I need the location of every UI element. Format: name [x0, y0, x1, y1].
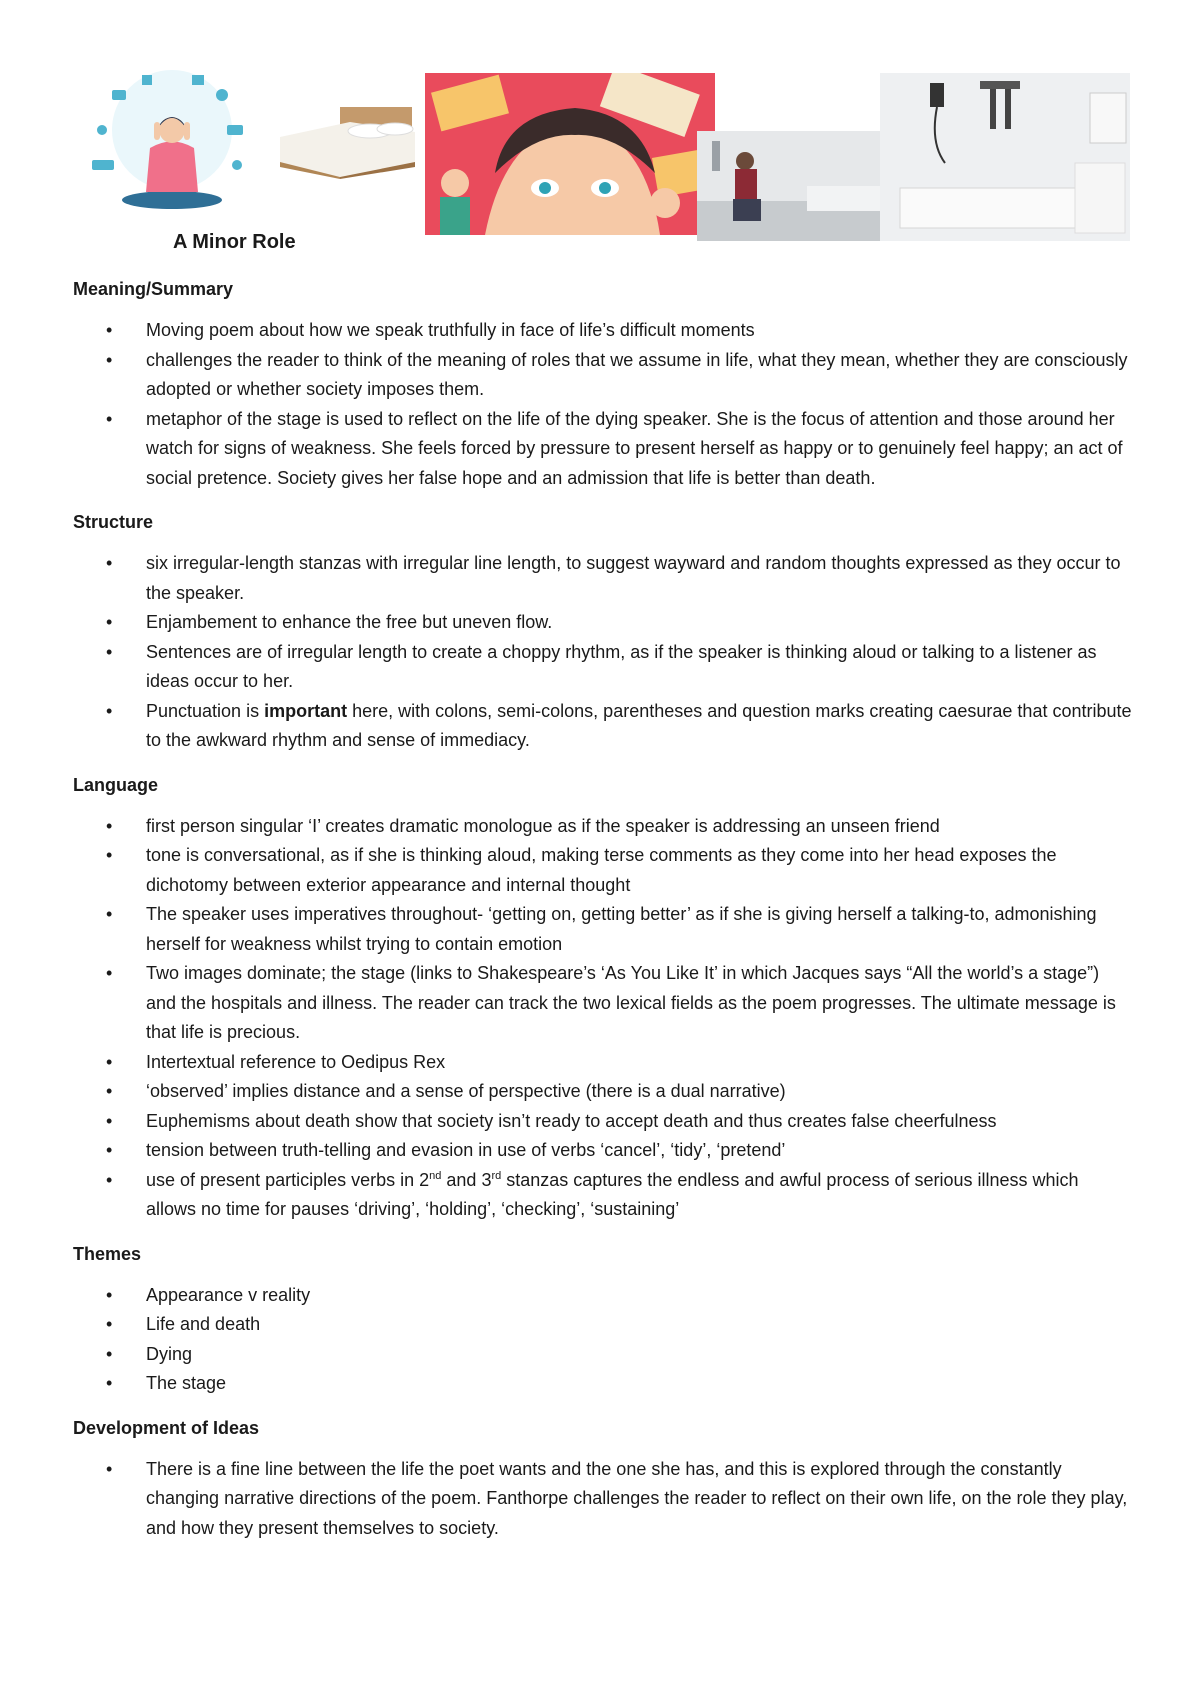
list-item [73, 697, 1133, 756]
punct-text-post: here, with colons, semi-colons, parentheses and question marks creating caesurae that contribute to the awkward rhythm and sense of immediacy. [146, 700, 1132, 750]
bed-photo [280, 107, 415, 179]
list-item [73, 1166, 1133, 1225]
participles-sup-rd: rd [491, 1169, 502, 1182]
document-body [73, 276, 1133, 1559]
development-heading: Development of Ideas [73, 1417, 260, 1438]
document-title: A Minor Role [173, 231, 296, 253]
language-list [73, 812, 1133, 1225]
list-item: • Sentences are of irregular length to create a choppy rhythm, as if the speaker is thinking aloud or talking to a listener as ideas occur to her. [73, 638, 1133, 697]
participles-text-c: stanzas captures the endless and awful process of serious illness which allows no time for pauses ‘driving’, ‘holding’, ‘checking’, ‘sustaining’ [146, 1169, 1079, 1219]
list-item: • Appearance v reality [73, 1281, 1133, 1311]
participles-text-b: and 3 [441, 1169, 492, 1190]
list-item: • ‘observed’ implies distance and a sense of perspective (there is a dual narrative) [73, 1077, 1133, 1107]
list-item: • tone is conversational, as if she is thinking aloud, making terse comments as they come into her head exposes the dichotomy between exterior appearance and internal thought [73, 841, 1133, 900]
themes-heading: Themes [73, 1243, 142, 1264]
participles-text-a: use of present participles verbs in 2 [146, 1169, 430, 1190]
development-list [73, 1455, 1133, 1544]
list-item: • Two images dominate; the stage (links to Shakespeare’s ‘As You Like It’ in which Jacques says “All the world’s a stage”) and the hospitals and illness. The reader can track the two lexical fields as the poem progresses. The ultimate message is that life is precious. [73, 959, 1133, 1048]
stressed-person-illustration [72, 70, 272, 215]
header-images [0, 0, 1200, 250]
list-item: • metaphor of the stage is used to reflect on the life of the dying speaker. She is the focus of attention and those around her watch for signs of weakness. She feels forced by pressure to present herself as happy or to genuinely feel happy; an act of social pretence. Society gives her false hope and an admission that life is better than death. [73, 405, 1133, 494]
meaning-list [73, 316, 1133, 493]
punct-text-bold: important [264, 700, 348, 721]
list-item: • The speaker uses imperatives throughout- ‘getting on, getting better’ as if she is giving herself a talking-to, admonishing herself for weakness whilst trying to contain emotion [73, 900, 1133, 959]
structure-heading: Structure [73, 512, 154, 532]
list-item: • Intertextual reference to Oedipus Rex [73, 1048, 1133, 1078]
meaning-heading: Meaning/Summary [73, 279, 234, 299]
list-item: • Enjambement to enhance the free but uneven flow. [73, 608, 1133, 638]
list-item: • six irregular-length stanzas with irregular line length, to suggest wayward and random thoughts expressed as they occur to the speaker. [73, 549, 1133, 608]
comic-collage [425, 73, 715, 235]
participles-sup-nd: nd [429, 1169, 442, 1182]
list-item: • challenges the reader to think of the meaning of roles that we assume in life, what they mean, whether they are consciously adopted or whether society imposes them. [73, 346, 1133, 405]
structure-list [73, 549, 1133, 756]
list-item: • Euphemisms about death show that society isn’t ready to accept death and thus creates false cheerfulness [73, 1107, 1133, 1137]
themes-list [73, 1281, 1133, 1399]
list-item: • Dying [73, 1340, 1133, 1370]
punct-text-pre: Punctuation is [146, 700, 265, 721]
list-item: • The stage [73, 1369, 1133, 1399]
hospital-patient-photo [697, 131, 897, 241]
exam-room-photo [880, 73, 1130, 241]
list-item: • There is a fine line between the life the poet wants and the one she has, and this is explored through the constantly changing narrative directions of the poem. Fanthorpe challenges the reader to reflect on their own life, on the role they play, and how they present themselves to society. [73, 1455, 1133, 1544]
language-heading: Language [73, 774, 159, 795]
list-item: • first person singular ‘I’ creates dramatic monologue as if the speaker is addressing an unseen friend [73, 812, 1133, 842]
list-item: • Life and death [73, 1310, 1133, 1340]
list-item: • tension between truth-telling and evasion in use of verbs ‘cancel’, ‘tidy’, ‘pretend’ [73, 1136, 1133, 1166]
list-item: • Moving poem about how we speak truthfully in face of life’s difficult moments [73, 316, 1133, 346]
